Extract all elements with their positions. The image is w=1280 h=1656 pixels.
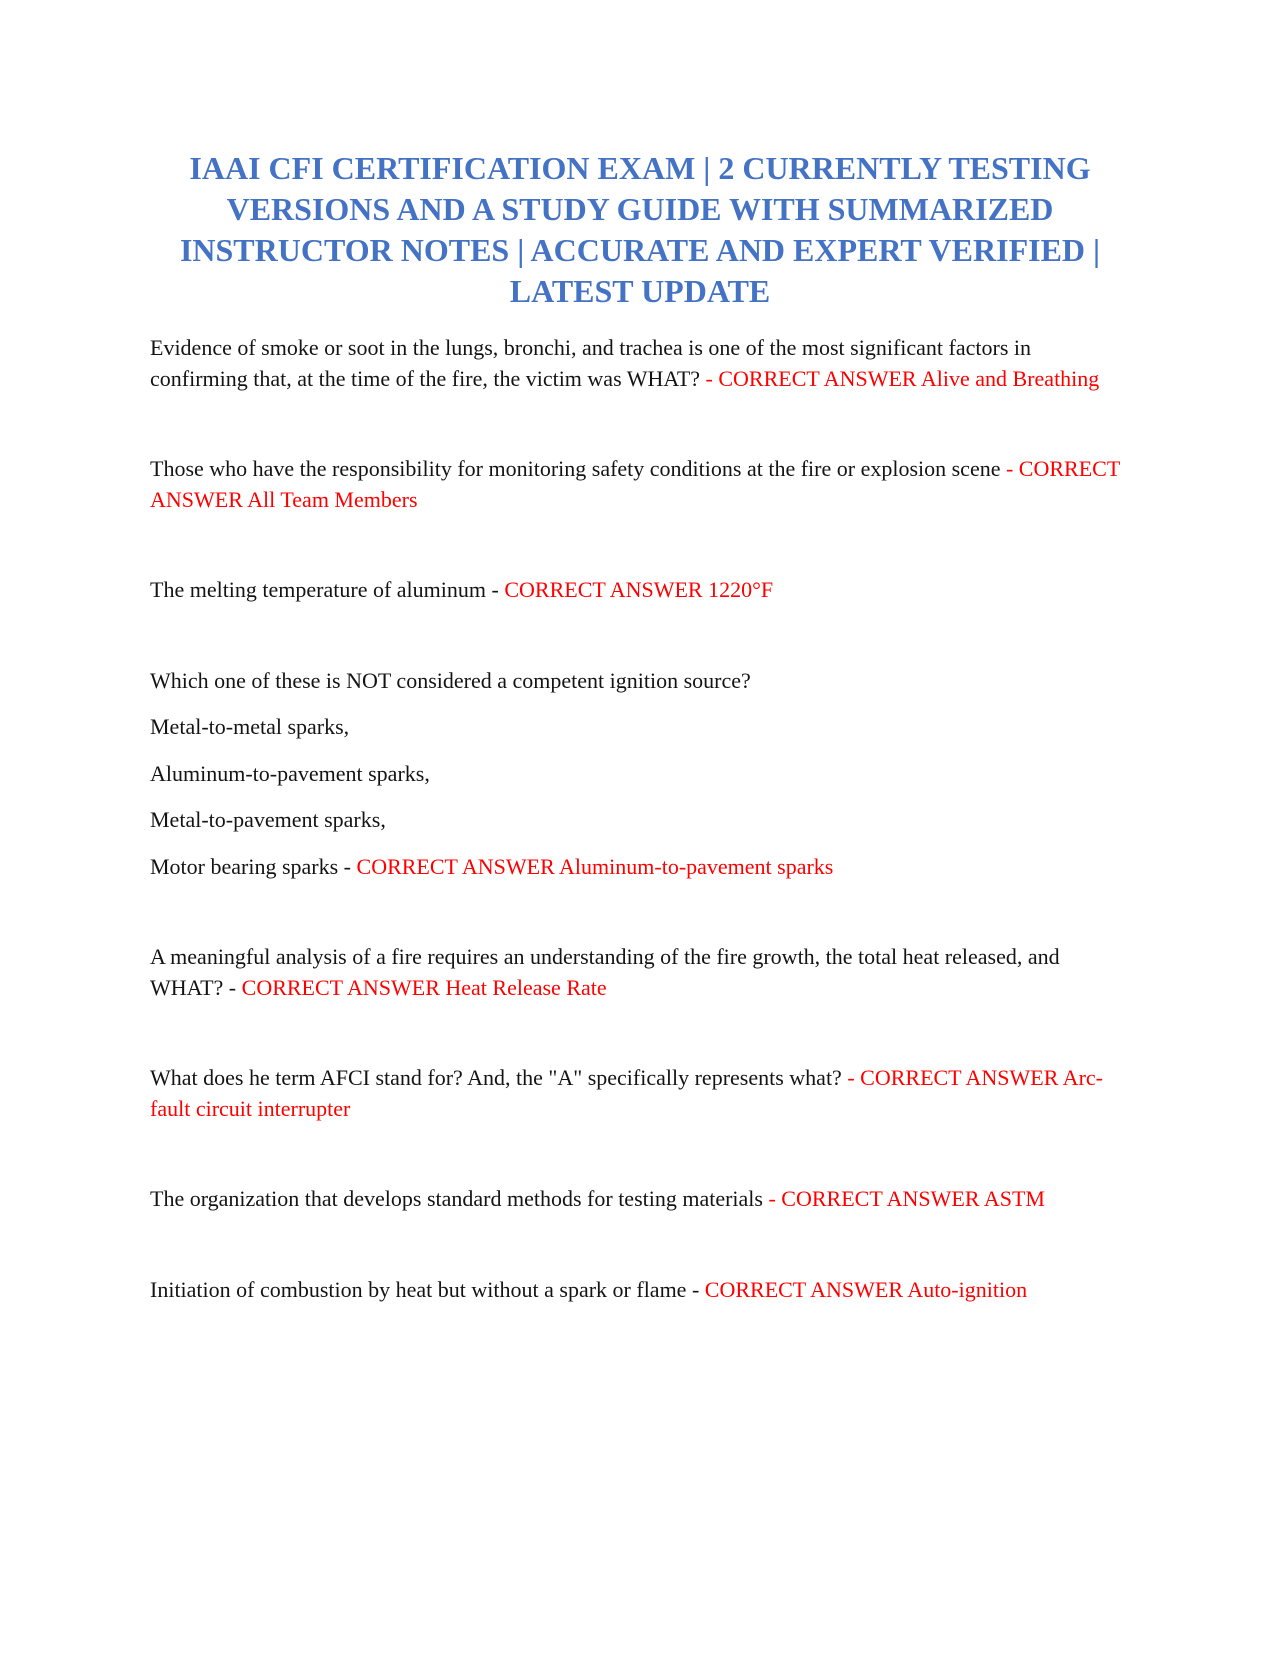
correct-answer: CORRECT ANSWER Heat Release Rate [241,974,607,1000]
question-text: The melting temperature of aluminum - [150,577,505,602]
qa-item-8 [150,1275,1130,1306]
question-text: Those who have the responsibility for monitoring safety conditions at the fire or explosion scene [150,456,1006,481]
correct-answer: - CORRECT ANSWER All Team Members [150,456,1120,512]
option-3: Metal-to-pavement sparks, [150,807,386,832]
document-title [150,148,1130,312]
qa-item-5 [150,942,1130,1003]
correct-answer: - CORRECT ANSWER Arc-fault circuit interrupter [150,1065,1103,1121]
final-option-line [150,852,1130,883]
qa-list [150,333,1130,1305]
question-text: Which one of these is NOT considered a competent ignition source? [150,667,751,693]
title-line-3: INSTRUCTOR NOTES | ACCURATE AND EXPERT VERIFIED | [179,232,1101,268]
question-text: What does he term AFCI stand for? And, the "A" specifically represents what? [150,1065,848,1090]
qa-item-6 [150,1063,1130,1124]
correct-answer: - CORRECT ANSWER ASTM [768,1186,1045,1211]
qa-item-3 [150,575,1130,606]
question-text: The organization that develops standard methods for testing materials [150,1186,769,1211]
qa-item-2 [150,454,1130,515]
question-text: Initiation of combustion by heat but without a spark or flame - [150,1276,705,1302]
qa-item-1 [150,333,1130,394]
title-line-4: LATEST UPDATE [509,273,771,309]
title-line-1: IAAI CFI CERTIFICATION EXAM | 2 CURRENTLY TESTING [189,150,1091,186]
option-2: Aluminum-to-pavement sparks, [150,760,430,786]
correct-answer: CORRECT ANSWER 1220°F [504,577,774,602]
correct-answer: CORRECT ANSWER Auto-ignition [704,1276,1028,1302]
qa-item-7 [150,1184,1130,1215]
qa-item-4 [150,666,1130,883]
question-text: A meaningful analysis of a fire requires an understanding of the fire growth, the total heat released, and WHAT? - [150,944,1060,1000]
final-option-text: Motor bearing sparks - [150,853,357,879]
title-line-2: VERSIONS AND A STUDY GUIDE WITH SUMMARIZED [226,191,1054,227]
option-1: Metal-to-metal sparks, [150,714,350,739]
document-page [150,148,1130,1305]
question-text: Evidence of smoke or soot in the lungs, bronchi, and trachea is one of the most significant factors in confirming that, at the time of the fire, the victim was WHAT? [150,335,1031,391]
correct-answer: CORRECT ANSWER Aluminum-to-pavement sparks [356,853,834,879]
correct-answer: - CORRECT ANSWER Alive and Breathing [705,365,1100,391]
